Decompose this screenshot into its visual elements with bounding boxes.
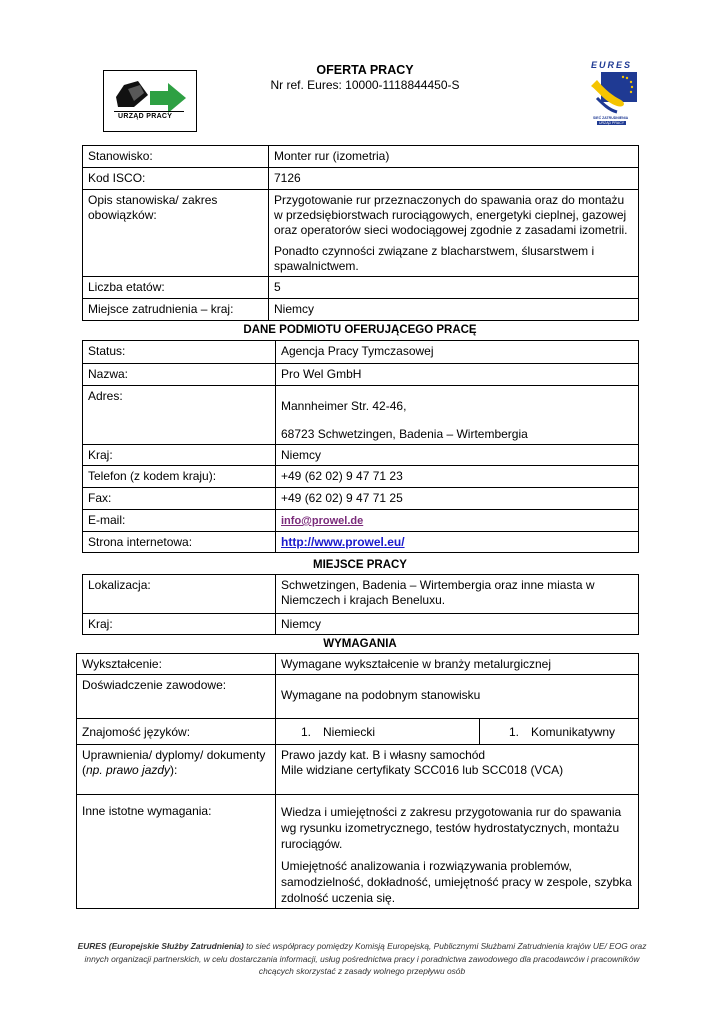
poziom-value: Komunikatywny [531, 724, 616, 739]
eures-logo-sub1: SIEĆ ZATRUDNIENIA [593, 116, 629, 120]
footer-note [70, 940, 654, 978]
requirements-section-heading: WYMAGANIA [323, 638, 397, 650]
stanowisko-value: Monter rur (izometria) [269, 146, 639, 168]
wyksztalcenie-value: Wymagane wykształcenie w branży metalurgicznej [276, 654, 639, 675]
poziom-cell [480, 719, 639, 745]
table-row [83, 168, 639, 190]
kraj-label: Kraj: [83, 445, 276, 466]
table-row [77, 745, 639, 795]
eures-logo [585, 60, 641, 126]
doswiadczenie-cell [276, 675, 639, 719]
footer-text: to sieć współpracy pomiędzy Komisją Europejską, Publicznymi Służbami Zatrudnienia krajów UE/ EOG oraz innych organizacji partnerskich, w celu dostarczania informacji, usług pośrednictwa pracy i poradnictwa zawodowego dla pracodawców i pracowników chcących skorzystać z zasady wolnego przepływu osób [84, 941, 647, 976]
table-row [83, 510, 639, 532]
footer-bold: EURES (Europejskie Służby Zatrudnienia) [77, 941, 244, 951]
table-row [77, 719, 639, 745]
table-row [83, 466, 639, 488]
lokalizacja-value: Schwetzingen, Badenia – Wirtembergia oraz inne miasta w Niemczech i krajach Beneluxu. [276, 575, 639, 614]
urzad-pracy-logo-icon [104, 71, 196, 131]
eures-emblem-icon [587, 72, 639, 114]
inne-value [276, 795, 639, 909]
table-row [83, 146, 639, 168]
urzad-pracy-logo [103, 70, 197, 132]
isco-value: 7126 [269, 168, 639, 190]
employer-section-heading: DANE PODMIOTU OFERUJĄCEGO PRACĘ [243, 324, 477, 336]
uprawnienia-label-part-2: np. prawo jazdy [86, 763, 171, 777]
table-row [83, 575, 639, 614]
uprawnienia-label-part-3: ): [170, 763, 178, 777]
poziom-number: 1. [509, 724, 520, 739]
inne-paragraph-1: Wiedza i umiejętności z zakresu przygotowania rur do spawania wg rysunku izometrycznego, testów hydrostatycznych, montażu rurociągów. [281, 805, 622, 851]
adres-label: Adres: [83, 386, 276, 445]
eures-logo-sub2: URZĄD PRACY [599, 121, 625, 125]
isco-label: Kod ISCO: [83, 168, 269, 190]
table-row [83, 614, 639, 635]
location-table [82, 574, 639, 635]
employer-table [82, 340, 639, 553]
inne-label: Inne istotne wymagania: [77, 795, 276, 909]
telefon-value: +49 (62 02) 9 47 71 23 [276, 466, 639, 488]
table-row [83, 445, 639, 466]
table-row [83, 299, 639, 321]
reference-number: Nr ref. Eures: 10000-1118844450-S [270, 78, 460, 92]
nazwa-label: Nazwa: [83, 364, 276, 386]
uprawnienia-value [276, 745, 639, 795]
fax-value: +49 (62 02) 9 47 71 25 [276, 488, 639, 510]
table-row [83, 364, 639, 386]
location-section-heading: MIEJSCE PRACY [313, 559, 407, 571]
requirements-table [76, 653, 639, 909]
opis-label: Opis stanowiska/ zakres obowiązków: [83, 190, 269, 277]
table-row [77, 675, 639, 719]
doswiadczenie-label: Doświadczenie zawodowe: [77, 675, 276, 719]
inne-paragraph-2: Umiejętność analizowania i rozwiązywania problemów, samodzielność, dokładność, umiejętność pracy w zespole, szybka zdolność uczenia się. [281, 859, 632, 905]
wyksztalcenie-label: Wykształcenie: [77, 654, 276, 675]
adres-value [276, 386, 639, 445]
miejsce-value: Niemcy [269, 299, 639, 321]
table-row [77, 654, 639, 675]
opis-paragraph-1: Przygotowanie rur przeznaczonych do spawania oraz do montażu w przedsiębiorstwach rurociągowych, energetyki cieplnej, gazowej oraz operatorów sieci wodociągowej zgodnie z zasadami izometrii. [274, 193, 628, 237]
location-kraj-value: Niemcy [276, 614, 639, 635]
kraj-value: Niemcy [276, 445, 639, 466]
lokalizacja-label: Lokalizacja: [83, 575, 276, 614]
fax-label: Fax: [83, 488, 276, 510]
eures-logo-text: EURES [591, 60, 633, 70]
email-link[interactable]: info@prowel.de [281, 515, 364, 527]
table-row [83, 277, 639, 299]
table-row [83, 488, 639, 510]
email-cell [276, 510, 639, 532]
nazwa-value: Pro Wel GmbH [276, 364, 639, 386]
opis-paragraph-2: Ponadto czynności związane z blacharstwem, ślusarstwem i spawalnictwem. [274, 244, 595, 273]
location-kraj-label: Kraj: [83, 614, 276, 635]
www-label: Strona internetowa: [83, 532, 276, 553]
adres-line-2: 68723 Schwetzingen, Badenia – Wirtembergia [281, 427, 528, 441]
adres-line-1: Mannheimer Str. 42-46, [281, 399, 407, 413]
status-label: Status: [83, 341, 276, 364]
jezyk-number: 1. [301, 724, 312, 739]
doswiadczenie-value: Wymagane na podobnym stanowisku [281, 688, 481, 702]
jezyk-value: Niemiecki [323, 724, 376, 739]
email-label: E-mail: [83, 510, 276, 532]
jezyki-label: Znajomość języków: [77, 719, 276, 745]
job-details-table [82, 145, 639, 321]
telefon-label: Telefon (z kodem kraju): [83, 466, 276, 488]
etaty-value: 5 [269, 277, 639, 299]
table-row [77, 795, 639, 909]
website-link[interactable]: http://www.prowel.eu/ [281, 535, 405, 549]
uprawnienia-label [77, 745, 276, 795]
miejsce-label: Miejsce zatrudnienia – kraj: [83, 299, 269, 321]
opis-value [269, 190, 639, 277]
table-row [83, 386, 639, 445]
table-row [83, 190, 639, 277]
table-row [83, 341, 639, 364]
www-cell [276, 532, 639, 553]
jezyk-cell [276, 719, 480, 745]
table-row [83, 532, 639, 553]
etaty-label: Liczba etatów: [83, 277, 269, 299]
page-title: OFERTA PRACY [316, 63, 414, 77]
uprawnienia-label-part-1: Uprawnienia/ dyplomy/ dokumenty ( [82, 748, 266, 777]
stanowisko-label: Stanowisko: [83, 146, 269, 168]
urzad-pracy-logo-text: URZĄD PRACY [118, 113, 173, 120]
status-value: Agencja Pracy Tymczasowej [276, 341, 639, 364]
uprawnienia-line-2: Mile widziane certyfikaty SCC016 lub SCC018 (VCA) [281, 763, 564, 777]
uprawnienia-line-1: Prawo jazdy kat. B i własny samochód [281, 748, 486, 762]
